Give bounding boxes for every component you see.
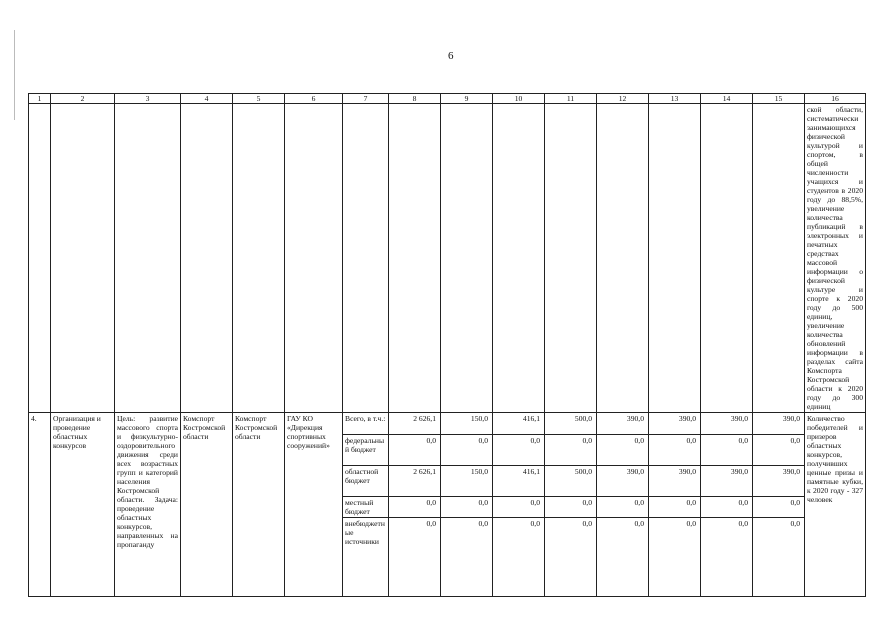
amount-cell: 0,0 — [649, 497, 701, 518]
amount-cell: 0,0 — [493, 518, 545, 597]
header-cell: 9 — [441, 94, 493, 104]
amount-cell: 0,0 — [493, 435, 545, 466]
source-label: федеральный бюджет — [343, 435, 389, 466]
amount-cell: 390,0 — [701, 466, 753, 497]
coexecutor: Комспорт Костромской области — [233, 413, 285, 597]
source-label: Всего, в т.ч.: — [343, 413, 389, 435]
header-cell: 8 — [389, 94, 441, 104]
empty-cell — [51, 104, 115, 413]
amount-cell: 0,0 — [649, 435, 701, 466]
amount-cell: 0,0 — [441, 497, 493, 518]
header-cell: 3 — [115, 94, 181, 104]
header-cell: 12 — [597, 94, 649, 104]
expected-result: Количество победителей и призеров областных конкурсов, получивших ценные призы и памятные кубки, к 2020 году - 327 человек — [805, 413, 866, 597]
continuation-result: ской области, систематически занимающихся физической культурой и спортом, в общей численности учащихся и студентов в 2020 году до 88,5%, увеличение количества публикаций в электронных и печатных средствах массовой информации о физической культуре и спорте к 2020 году до 500 единиц, увеличение количества обновлений информации в разделах сайта Комспорта Костромской области к 2020 году до 300 единиц — [805, 104, 866, 413]
header-cell: 11 — [545, 94, 597, 104]
amount-cell: 2 626,1 — [389, 466, 441, 497]
source-label: внебюджетные источники — [343, 518, 389, 597]
amount-cell: 0,0 — [441, 435, 493, 466]
amount-cell: 416,1 — [493, 413, 545, 435]
amount-cell: 0,0 — [545, 518, 597, 597]
header-cell: 5 — [233, 94, 285, 104]
amount-cell: 390,0 — [701, 413, 753, 435]
amount-cell: 390,0 — [597, 413, 649, 435]
header-cell: 10 — [493, 94, 545, 104]
source-label: местный бюджет — [343, 497, 389, 518]
participant: ГАУ КО «Дирекция спортивных сооружений» — [285, 413, 343, 597]
empty-cell — [389, 104, 441, 413]
amount-cell: 2 626,1 — [389, 413, 441, 435]
amount-cell: 500,0 — [545, 466, 597, 497]
empty-cell — [753, 104, 805, 413]
amount-cell: 0,0 — [701, 435, 753, 466]
amount-cell: 0,0 — [441, 518, 493, 597]
empty-cell — [343, 104, 389, 413]
empty-cell — [233, 104, 285, 413]
empty-cell — [701, 104, 753, 413]
amount-cell: 0,0 — [649, 518, 701, 597]
goal-task: Цель: развитие массового спорта и физкультурно-оздоровительного движения среди всех возрастных групп и категорий населения Костромской области. Задача: проведение областных конкурсов, направленных на пропаганду — [115, 413, 181, 597]
empty-cell — [493, 104, 545, 413]
page-number: 6 — [448, 50, 454, 62]
amount-cell: 416,1 — [493, 466, 545, 497]
amount-cell: 150,0 — [441, 466, 493, 497]
header-cell: 16 — [805, 94, 866, 104]
amount-cell: 0,0 — [389, 497, 441, 518]
amount-cell: 0,0 — [389, 518, 441, 597]
header-cell: 14 — [701, 94, 753, 104]
amount-cell: 0,0 — [753, 435, 805, 466]
amount-cell: 390,0 — [753, 413, 805, 435]
header-cell: 13 — [649, 94, 701, 104]
amount-cell: 390,0 — [649, 466, 701, 497]
empty-cell — [285, 104, 343, 413]
amount-cell: 390,0 — [649, 413, 701, 435]
amount-cell: 0,0 — [597, 435, 649, 466]
row-number: 4. — [29, 413, 51, 597]
amount-cell: 0,0 — [389, 435, 441, 466]
margin-mark — [14, 30, 15, 120]
empty-cell — [29, 104, 51, 413]
empty-cell — [649, 104, 701, 413]
header-cell: 15 — [753, 94, 805, 104]
header-cell: 6 — [285, 94, 343, 104]
event-name: Организация и проведение областных конкурсов — [51, 413, 115, 597]
source-label: областной бюджет — [343, 466, 389, 497]
header-row — [29, 94, 866, 104]
amount-cell: 0,0 — [597, 518, 649, 597]
amount-cell: 0,0 — [753, 518, 805, 597]
amount-cell: 0,0 — [701, 497, 753, 518]
empty-cell — [545, 104, 597, 413]
amount-cell: 0,0 — [753, 497, 805, 518]
amount-cell: 390,0 — [753, 466, 805, 497]
amount-cell: 500,0 — [545, 413, 597, 435]
amount-cell: 150,0 — [441, 413, 493, 435]
amount-cell: 0,0 — [545, 497, 597, 518]
source-row-total — [29, 413, 866, 435]
header-cell: 1 — [29, 94, 51, 104]
empty-cell — [597, 104, 649, 413]
empty-cell — [441, 104, 493, 413]
budget-table — [28, 93, 866, 597]
header-cell: 7 — [343, 94, 389, 104]
header-cell: 4 — [181, 94, 233, 104]
executor: Комспорт Костромской области — [181, 413, 233, 597]
amount-cell: 0,0 — [545, 435, 597, 466]
amount-cell: 0,0 — [493, 497, 545, 518]
header-cell: 2 — [51, 94, 115, 104]
amount-cell: 0,0 — [701, 518, 753, 597]
continuation-row — [29, 104, 866, 413]
empty-cell — [115, 104, 181, 413]
empty-cell — [181, 104, 233, 413]
amount-cell: 0,0 — [597, 497, 649, 518]
amount-cell: 390,0 — [597, 466, 649, 497]
